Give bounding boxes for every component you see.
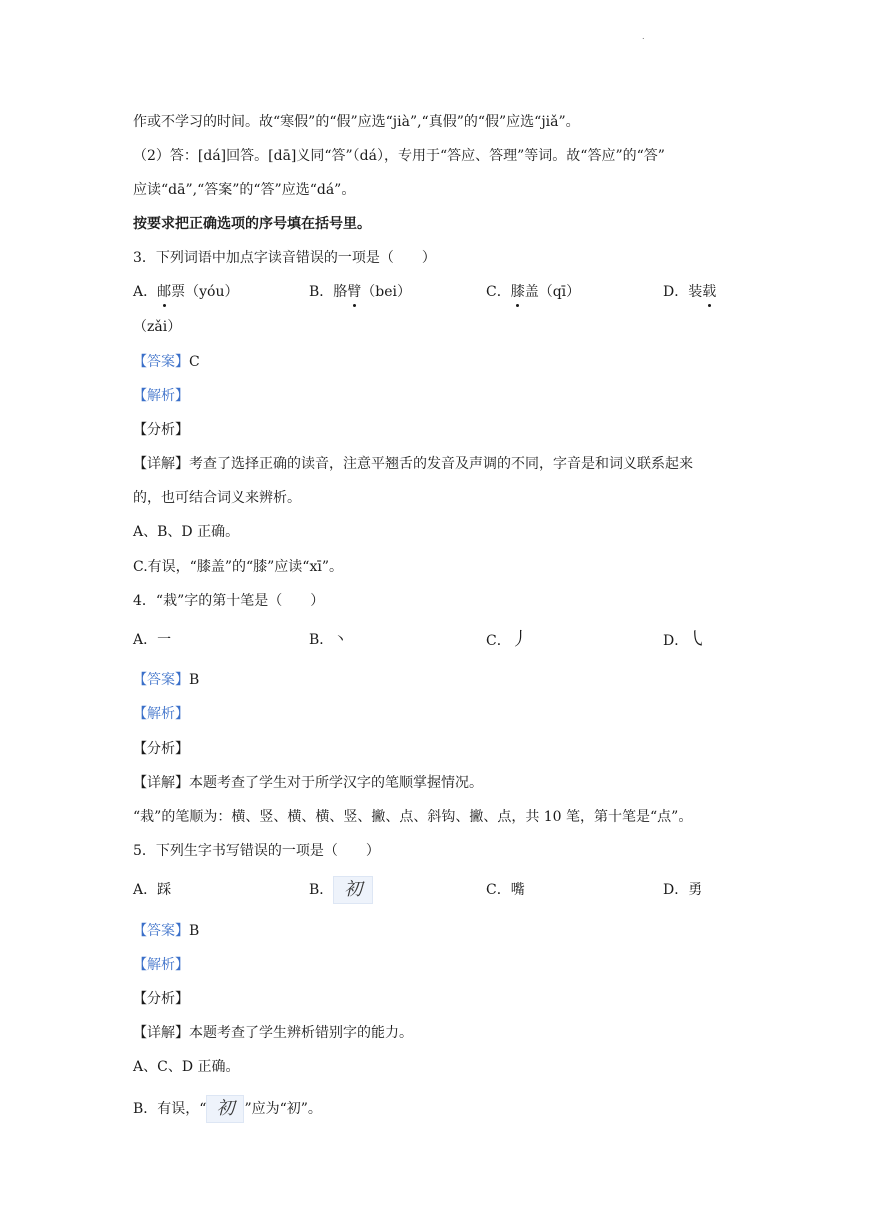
q5-stem: 5．下列生字书写错误的一项是（ ）	[133, 843, 380, 859]
q5-detail-2: A、C、D 正确。	[133, 1059, 240, 1075]
q5-option-c: C．嘴	[486, 882, 525, 898]
q3-a-prefix: A．	[133, 284, 158, 300]
pie-stroke-icon: 丿	[510, 629, 529, 650]
q3-d-dotted-char: 载	[702, 284, 717, 300]
q3-option-d	[663, 282, 716, 302]
q3-c-dotted-char: 膝	[510, 284, 525, 300]
q4-option-d	[663, 630, 706, 651]
q5-option-d: D．勇	[663, 882, 703, 898]
q4-stem: 4．“栽”字的第十笔是（ ）	[133, 593, 325, 609]
text-line-3: 应读“dā”,“答案”的“答”应选“dá”。	[133, 182, 356, 198]
q3-a-dotted-char: 邮	[157, 284, 172, 300]
q3-b-prefix: B．胳	[309, 284, 348, 300]
q5-b-prefix: B．	[309, 882, 334, 898]
q3-d-prefix: D．装	[663, 284, 703, 300]
q4-answer	[133, 670, 199, 690]
q4-option-b: B．丶	[309, 632, 348, 648]
q3-detail-4: C.有误，“膝盖”的“膝”应读“xī”。	[133, 559, 343, 575]
corner-mark: .	[642, 32, 645, 41]
detail-text: 本题考查了学生辨析错别字的能力。	[189, 1025, 413, 1041]
answer-label: 【答案】	[133, 672, 189, 688]
q3-detail-1	[133, 454, 693, 474]
section-instruction: 按要求把正确选项的序号填在括号里。	[133, 216, 371, 232]
q3-detail-2: 的，也可结合词义来辨析。	[133, 490, 301, 506]
q3-option-c	[486, 282, 580, 302]
q4-c-prefix: C．	[486, 633, 511, 649]
detail-text: 本题考查了学生对于所学汉字的笔顺掌握情况。	[189, 775, 483, 791]
character-image: 初	[206, 1095, 244, 1123]
q4-detail-1	[133, 773, 483, 793]
detail-label: 【详解】	[133, 456, 189, 472]
q4-analysis-label: 【解析】	[133, 706, 189, 722]
answer-label: 【答案】	[133, 923, 189, 939]
q3-c-prefix: C．	[486, 284, 511, 300]
q4-option-a: A．一	[133, 632, 172, 648]
detail-label: 【详解】	[133, 775, 189, 791]
q4-fenxi-label: 【分析】	[133, 741, 189, 757]
text-line-2: （2）答：[dá]回答。[dā]义同“答”（dá），专用于“答应、答理”等词。故“答应”的“答”	[133, 148, 665, 164]
detail3-prefix: B．有误，“	[133, 1101, 207, 1117]
q4-option-c	[486, 630, 529, 651]
q3-option-b	[309, 282, 411, 302]
q3-b-rest: （bei）	[361, 284, 412, 300]
q5-detail-3	[133, 1095, 322, 1123]
detail3-suffix: ”应为“初”。	[244, 1101, 322, 1117]
q5-analysis-label: 【解析】	[133, 957, 189, 973]
q5-fenxi-label: 【分析】	[133, 991, 189, 1007]
q5-detail-1	[133, 1023, 413, 1043]
q5-answer	[133, 921, 199, 941]
text-line-1: 作或不学习的时间。故“寒假”的“假”应选“jià”,“真假”的“假”应选“jiǎ”。	[133, 114, 580, 130]
q5-option-b	[309, 876, 373, 904]
q5-option-a: A．踩	[133, 882, 172, 898]
q4-d-prefix: D．	[663, 633, 689, 649]
q3-option-a	[133, 282, 238, 302]
q3-fenxi-label: 【分析】	[133, 422, 189, 438]
detail-text: 考查了选择正确的读音，注意平翘舌的发音及声调的不同，字音是和词义联系起来	[189, 456, 693, 472]
q3-analysis-label: 【解析】	[133, 388, 189, 404]
q3-answer	[133, 352, 200, 372]
detail-label: 【详解】	[133, 1025, 189, 1041]
q3-a-rest: 票（yóu）	[171, 284, 239, 300]
q4-detail-2: “栽”的笔顺为：横、竖、横、横、竖、撇、点、斜钩、撇、点，共 10 笔，第十笔是“点”。	[133, 809, 693, 825]
slant-hook-stroke-icon: ㇂	[688, 629, 707, 650]
answer-value: C	[189, 354, 200, 370]
answer-label: 【答案】	[133, 354, 189, 370]
q3-c-rest: 盖（qī）	[524, 284, 581, 300]
answer-value: B	[189, 923, 200, 939]
q3-b-dotted-char: 臂	[347, 284, 362, 300]
q3-option-d-continued: （zǎi）	[133, 319, 182, 335]
character-image: 初	[333, 876, 373, 904]
q3-stem: 3．下列词语中加点字读音错误的一项是（ ）	[133, 250, 436, 266]
answer-value: B	[189, 672, 200, 688]
q3-detail-3: A、B、D 正确。	[133, 524, 240, 540]
